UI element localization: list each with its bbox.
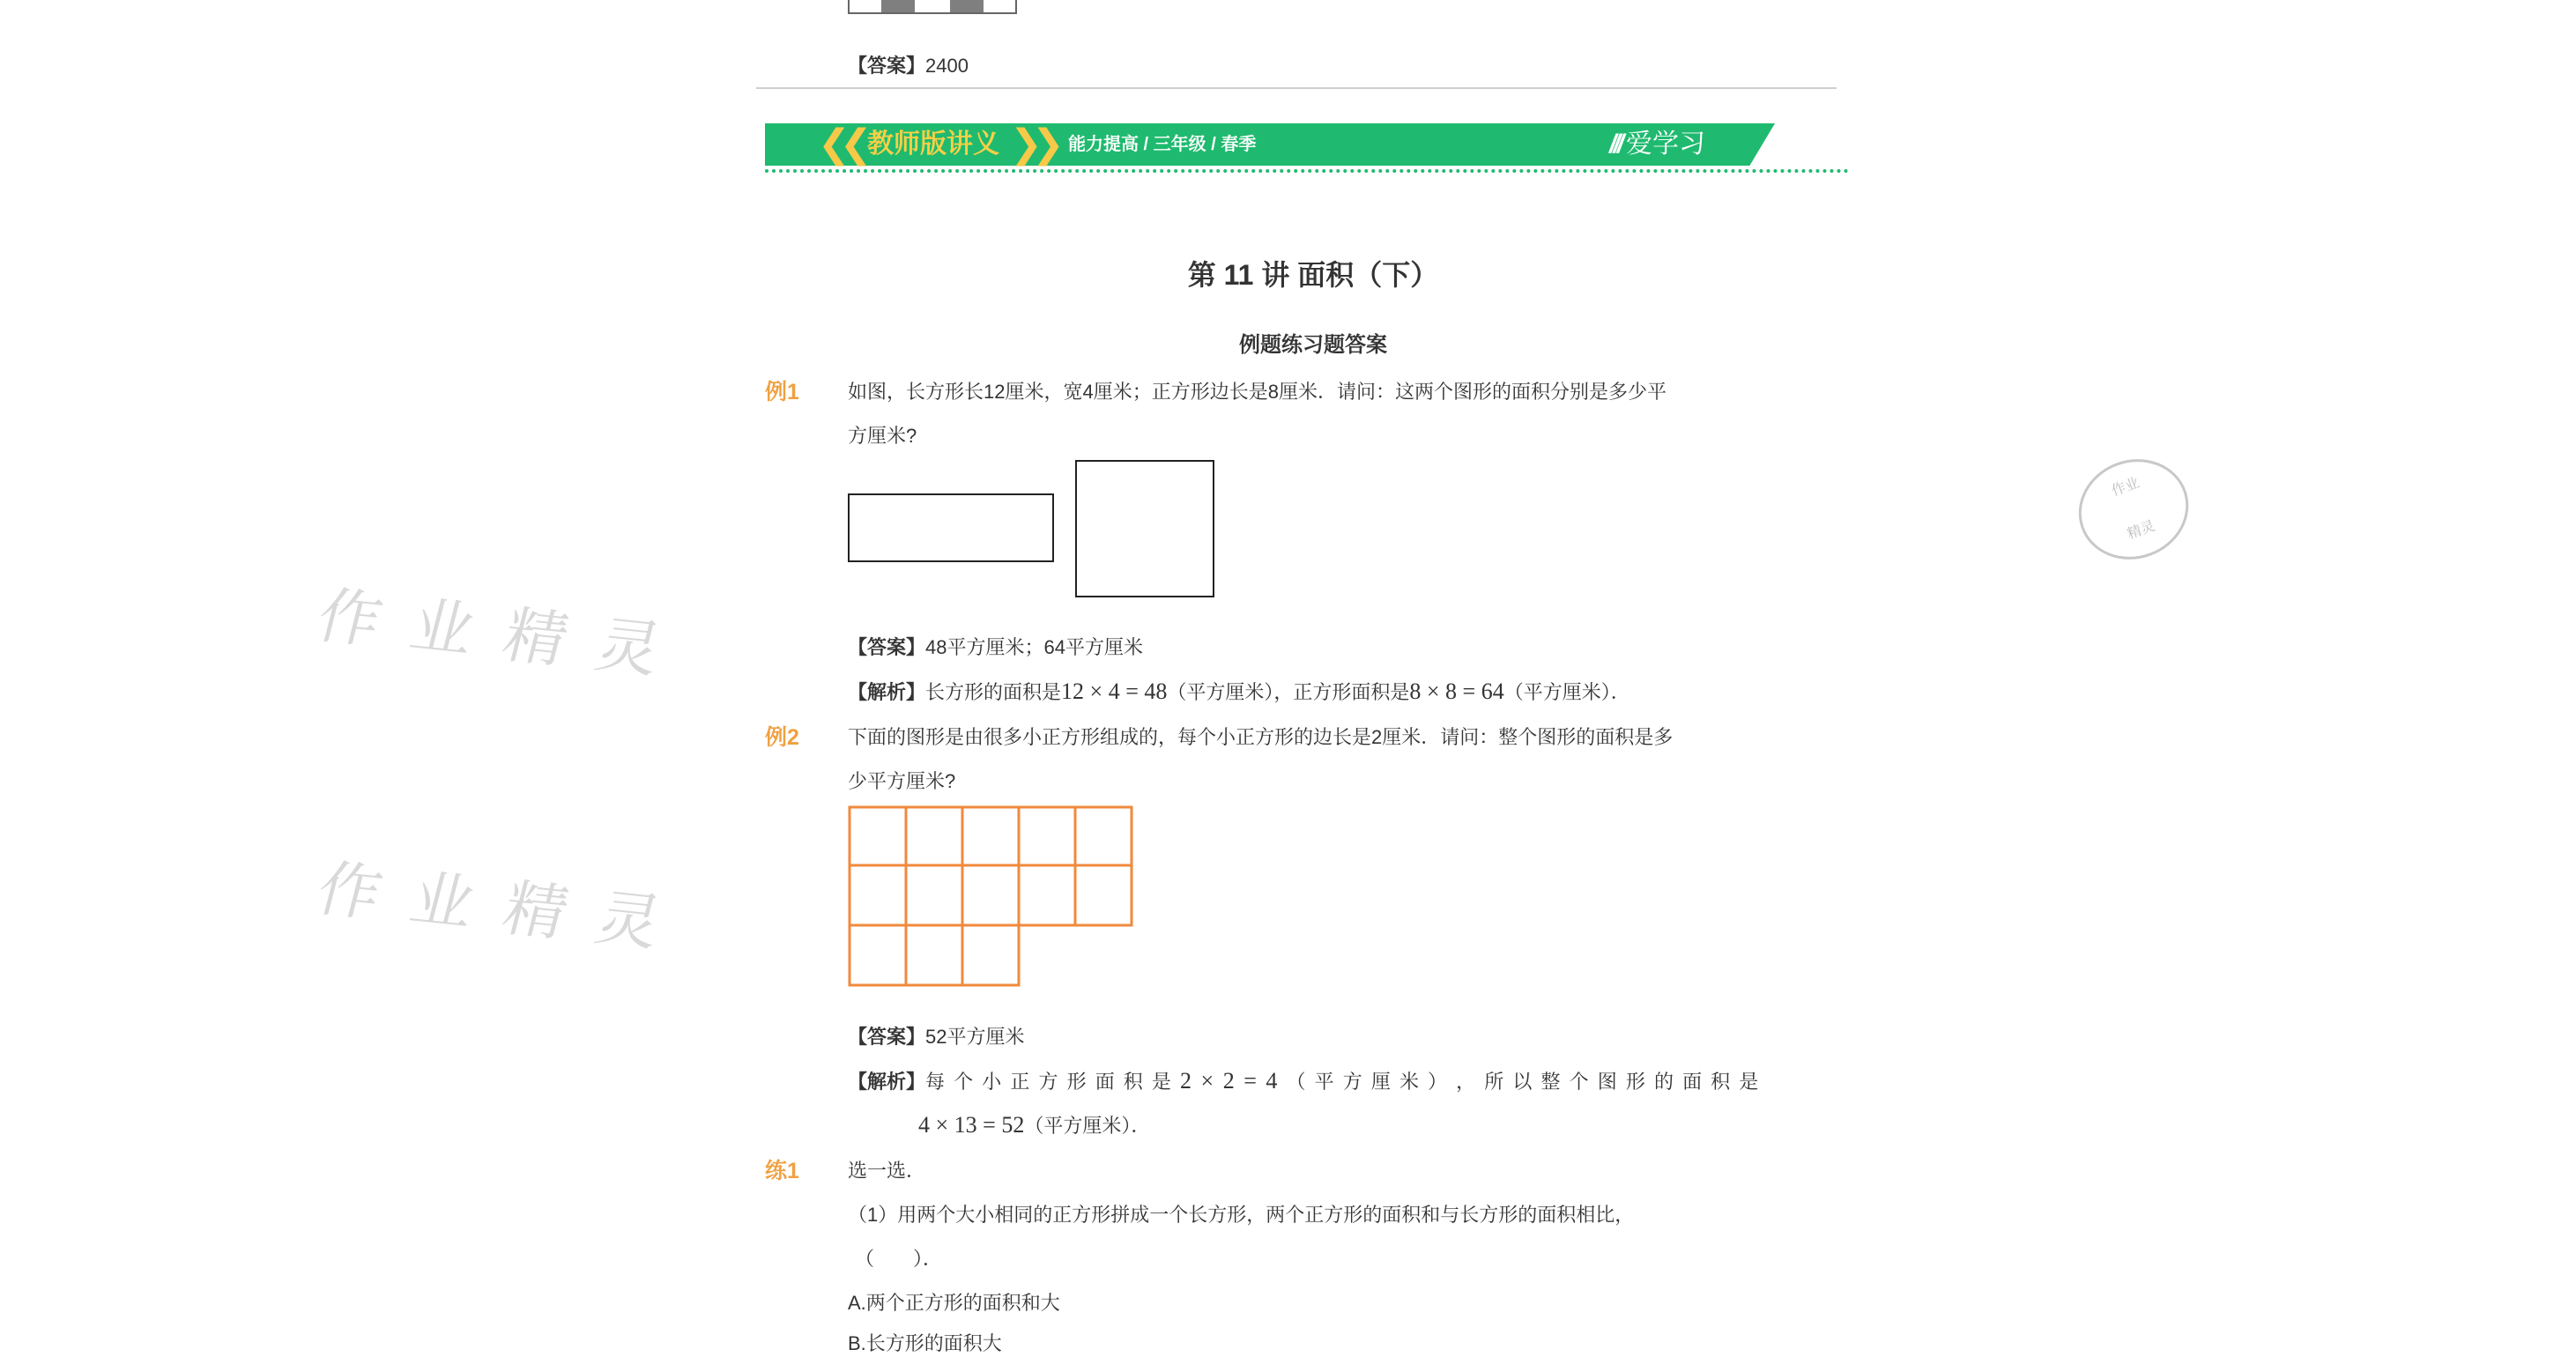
lecture-title: 第 11 讲 面积（下） [1187,259,1439,291]
square-figure [1075,460,1214,597]
watermark-seal: 作业 精灵 [2065,444,2203,575]
example-2-analysis-cont: 4 × 13 = 52（平方厘米）． [918,1112,1151,1138]
banner-title: 教师版讲义 [867,130,999,159]
example-2-answer: 【答案】52平方厘米 [848,1026,1025,1048]
chevron-left-icon: ❮❮ [818,122,862,166]
example-2-label: 例2 [765,725,799,750]
practice-1-question: （1）用两个大小相同的正方形拼成一个长方形，两个正方形的面积和与长方形的面积相比， [848,1204,1635,1226]
header-banner [765,123,1775,166]
example-1-answer: 【答案】48平方厘米；64平方厘米 [848,636,1143,658]
section-title: 例题练习题答案 [1239,333,1387,357]
banner-breadcrumb: 能力提高 / 三年级 / 春季 [1068,135,1257,154]
example-2-analysis: 【解析】每 个 小 正 方 形 面 积 是 2 × 2 = 4 （ 平 方 厘 米 ） ， 所 以 整 个 图 形 的 面 积 是 [848,1068,1759,1094]
chevron-right-icon: ❯❯ [1010,122,1054,166]
brand-logo: /// 爱学习 [1609,130,1706,159]
example-2-question-cont: 少平方厘米? [848,770,956,792]
practice-1-prompt: 选一选． [848,1160,926,1182]
figure-strip [848,0,1017,14]
option-a: A.两个正方形的面积和大 [848,1292,1060,1314]
top-answer: 【答案】2400 [848,55,969,77]
square-grid-figure [848,805,1139,989]
example-1-label: 例1 [765,380,799,404]
example-2-question: 下面的图形是由很多小正方形组成的，每个小正方形的边长是2厘米．请问：整个图形的面积是多 [848,726,1674,748]
book-icon: /// [1609,130,1622,159]
example-1-analysis: 【解析】长方形的面积是12 × 4 = 48（平方厘米），正方形面积是8 × 8 = 64（平方厘米）． [848,678,1630,704]
watermark-text: 作 业 精 灵 [314,580,662,686]
option-b: B.长方形的面积大 [848,1332,1002,1354]
example-1-question: 如图，长方形长12厘米，宽4厘米；正方形边长是8厘米．请问：这两个图形的面积分别是多少平 [848,381,1667,403]
dotted-divider [765,169,1849,173]
rectangle-figure [848,493,1054,562]
divider [756,87,1837,89]
watermark-text: 作 业 精 灵 [314,853,662,959]
practice-1-label: 练1 [765,1159,799,1183]
example-1-question-cont: 方厘米? [848,425,917,447]
practice-1-blank: （ ）． [855,1248,943,1270]
